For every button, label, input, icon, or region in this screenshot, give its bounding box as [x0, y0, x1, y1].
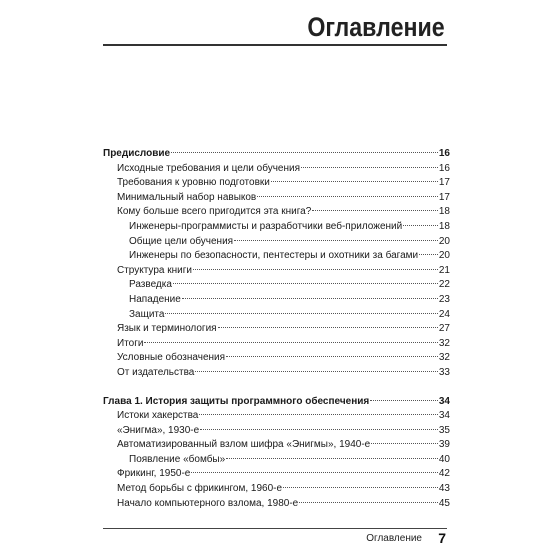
page-number: 7 [438, 530, 446, 546]
toc-entry-page: 18 [438, 220, 450, 232]
toc-entry-page: 35 [438, 424, 450, 436]
toc-entry-title: Защита [129, 308, 165, 320]
toc-entry-title: Начало компьютерного взлома, 1980-е [117, 497, 299, 509]
dot-leader [283, 487, 438, 488]
page-title: Оглавление [307, 12, 445, 42]
toc-entry-title: «Энигма», 1930-е [117, 424, 200, 436]
toc-entry-title: Исходные требования и цели обучения [117, 162, 301, 174]
toc-entry-title: Разведка [129, 279, 172, 291]
toc-entry-page: 21 [438, 264, 450, 276]
dot-leader [195, 371, 438, 372]
toc-entry-title: Общие цели обучения [129, 235, 234, 247]
toc-entry-title: Автоматизированный взлом шифра «Энигмы», 1940-е [117, 439, 371, 451]
toc-entry [103, 293, 450, 308]
running-footer-label: Оглавление [366, 533, 422, 544]
toc-entry-title: Нападение [129, 293, 181, 305]
toc-entry [103, 278, 450, 293]
toc-entry-title: Минимальный набор навыков [117, 191, 257, 203]
toc-entry-title: Появление «бомбы» [129, 453, 226, 465]
table-of-contents [103, 147, 450, 511]
dot-leader [200, 429, 438, 430]
toc-entry-page: 24 [438, 308, 450, 320]
toc-entry [103, 497, 450, 512]
toc-entry-title: Итоги [117, 337, 144, 349]
toc-entry-title: От издательства [117, 366, 195, 378]
toc-entry-page: 17 [438, 177, 450, 189]
toc-entry-title: Требования к уровню подготовки [117, 177, 270, 189]
toc-entry [103, 162, 450, 177]
toc-entry [103, 235, 450, 250]
dot-leader [234, 240, 438, 241]
toc-entry-page: 18 [438, 206, 450, 218]
toc-entry-page: 32 [438, 337, 450, 349]
toc-entry-page: 43 [438, 483, 450, 495]
toc-entry-title: Язык и терминология [117, 323, 217, 335]
dot-leader [271, 181, 438, 182]
toc-entry-page: 34 [438, 395, 450, 407]
dot-leader [257, 196, 438, 197]
dot-leader [226, 356, 438, 357]
toc-entry-title: Глава 1. История защиты программного обеспечения [103, 395, 370, 407]
toc-entry-page: 33 [438, 366, 450, 378]
toc-entry-page: 45 [438, 497, 450, 509]
dot-leader [218, 327, 438, 328]
toc-chapter-entry [103, 147, 450, 162]
dot-leader [370, 400, 438, 401]
toc-entry [103, 308, 450, 323]
toc-entry-page: 39 [438, 439, 450, 451]
dot-leader [191, 472, 438, 473]
toc-entry-page: 16 [438, 148, 450, 159]
toc-entry [103, 351, 450, 366]
dot-leader [312, 210, 438, 211]
toc-entry [103, 249, 450, 264]
toc-entry [103, 264, 450, 279]
dot-leader [165, 313, 437, 314]
dot-leader [199, 414, 438, 415]
toc-entry [103, 438, 450, 453]
toc-entry-page: 34 [438, 410, 450, 422]
toc-entry-title: Предисловие [103, 148, 171, 159]
dot-leader [299, 502, 438, 503]
dot-leader [173, 283, 438, 284]
toc-entry [103, 322, 450, 337]
toc-entry-title: Метод борьбы с фрикингом, 1960-е [117, 483, 283, 495]
toc-entry [103, 467, 450, 482]
dot-leader [226, 458, 438, 459]
toc-chapter-entry [103, 395, 450, 410]
toc-entry-page: 32 [438, 352, 450, 364]
toc-entry-page: 27 [438, 323, 450, 335]
toc-entry-title: Инженеры по безопасности, пентестеры и охотники за багами [129, 250, 419, 262]
toc-entry-page: 40 [438, 453, 450, 465]
toc-entry-page: 20 [438, 250, 450, 262]
toc-entry-page: 20 [438, 235, 450, 247]
toc-entry-title: Условные обозначения [117, 352, 226, 364]
dot-leader [371, 443, 438, 444]
title-divider [103, 44, 447, 46]
toc-entry-page: 16 [438, 162, 450, 174]
toc-entry [103, 337, 450, 352]
toc-entry [103, 482, 450, 497]
toc-entry [103, 176, 450, 191]
toc-entry-page: 17 [438, 191, 450, 203]
dot-leader [171, 152, 438, 153]
toc-entry [103, 220, 450, 235]
dot-leader [144, 342, 437, 343]
toc-entry-page: 22 [438, 279, 450, 291]
toc-entry-title: Инженеры-программисты и разработчики веб-приложений [129, 220, 403, 232]
toc-entry [103, 205, 450, 220]
toc-entry-page: 42 [438, 468, 450, 480]
toc-entry-title: Структура книги [117, 264, 192, 276]
dot-leader [182, 298, 438, 299]
toc-entry [103, 424, 450, 439]
toc-entry [103, 366, 450, 381]
toc-entry-title: Кому больше всего пригодится эта книга? [117, 206, 312, 218]
toc-entry-page: 23 [438, 293, 450, 305]
dot-leader [403, 225, 438, 226]
toc-entry [103, 453, 450, 468]
footer-divider [103, 528, 447, 529]
dot-leader [193, 269, 438, 270]
toc-entry [103, 409, 450, 424]
dot-leader [419, 254, 438, 255]
dot-leader [301, 167, 438, 168]
toc-entry-title: Истоки хакерства [117, 410, 199, 422]
toc-entry [103, 191, 450, 206]
toc-entry-title: Фрикинг, 1950-е [117, 468, 191, 480]
